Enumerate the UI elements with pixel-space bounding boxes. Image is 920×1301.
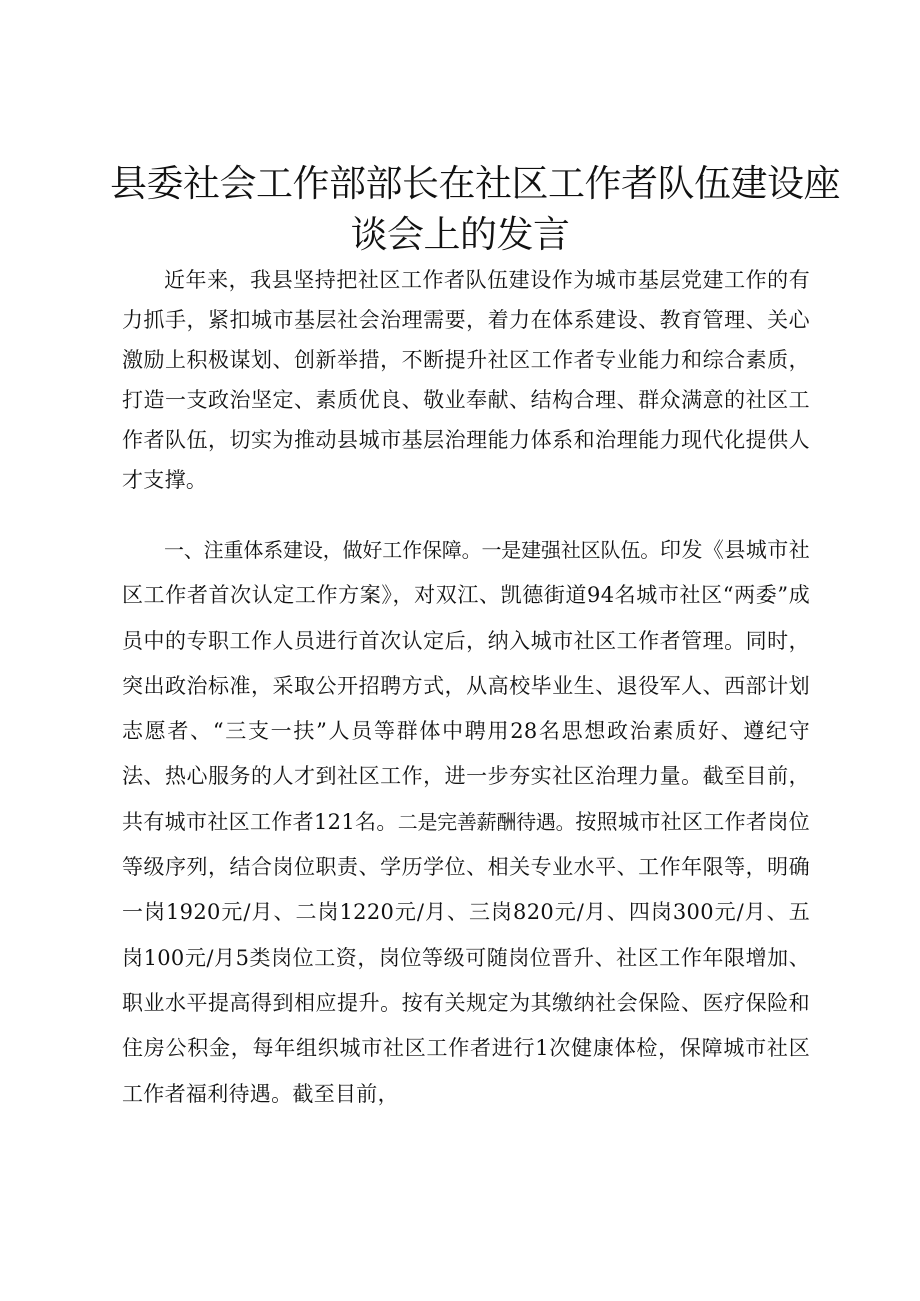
document-title	[110, 158, 840, 260]
intro-paragraph: 近年来，我县坚持把社区工作者队伍建设作为城市基层党建工作的有力抓手，紧扣城市基层社会治理需要，着力在体系建设、教育管理、关心激励上积极谋划、创新举措，不断提升社区工作者专业能力和综合素质，打造一支政治坚定、素质优良、敬业奉献、结构合理、群众满意的社区工作者队伍，切实为推动县城市基层治理能力体系和治理能力现代化提供人才支撑。	[122, 268, 810, 492]
title-line-1: 县委社会工作部部长在社区工作者队伍建设座	[110, 162, 840, 205]
section-one-text-b: 按照城市社区工作者岗位等级序列，结合岗位职责、学历学位、相关专业水平、工作年限等，明确一岗1920元/月、二岗1220元/月、三岗820元/月、四岗300元/月、五岗100元/月5类岗位工资，岗位等级可随岗位晋升、社区工作年限增加、职业水平提高得到相应提升。按有关规定为其缴纳社会保险、医疗保险和住房公积金，每年组织城市社区工作者进行1次健康体检，保障城市社区工作者福利待遇。截至目前，	[122, 809, 810, 1106]
section-one-text-a: 印发《县城市社区工作者首次认定工作方案》，对双江、凯德街道94名城市社区“两委”成员中的专职工作人员进行首次认定后，纳入城市社区工作者管理。同时，突出政治标准，采取公开招聘方式，从高校毕业生、退役军人、西部计划志愿者、“三支一扶”人员等群体中聘用28名思想政治素质好、遵纪守法、热心服务的人才到社区工作，进一步夯实社区治理力量。截至目前，共有城市社区工作者121名。	[122, 538, 810, 834]
section-one-paragraph	[122, 528, 810, 1117]
title-line-2: 谈会上的发言	[350, 213, 570, 256]
section-one-heading: 一、注重体系建设，做好工作保障。一是建强社区队伍。	[164, 538, 661, 562]
section-one-subheading: 二是完善薪酬待遇。	[397, 809, 576, 834]
